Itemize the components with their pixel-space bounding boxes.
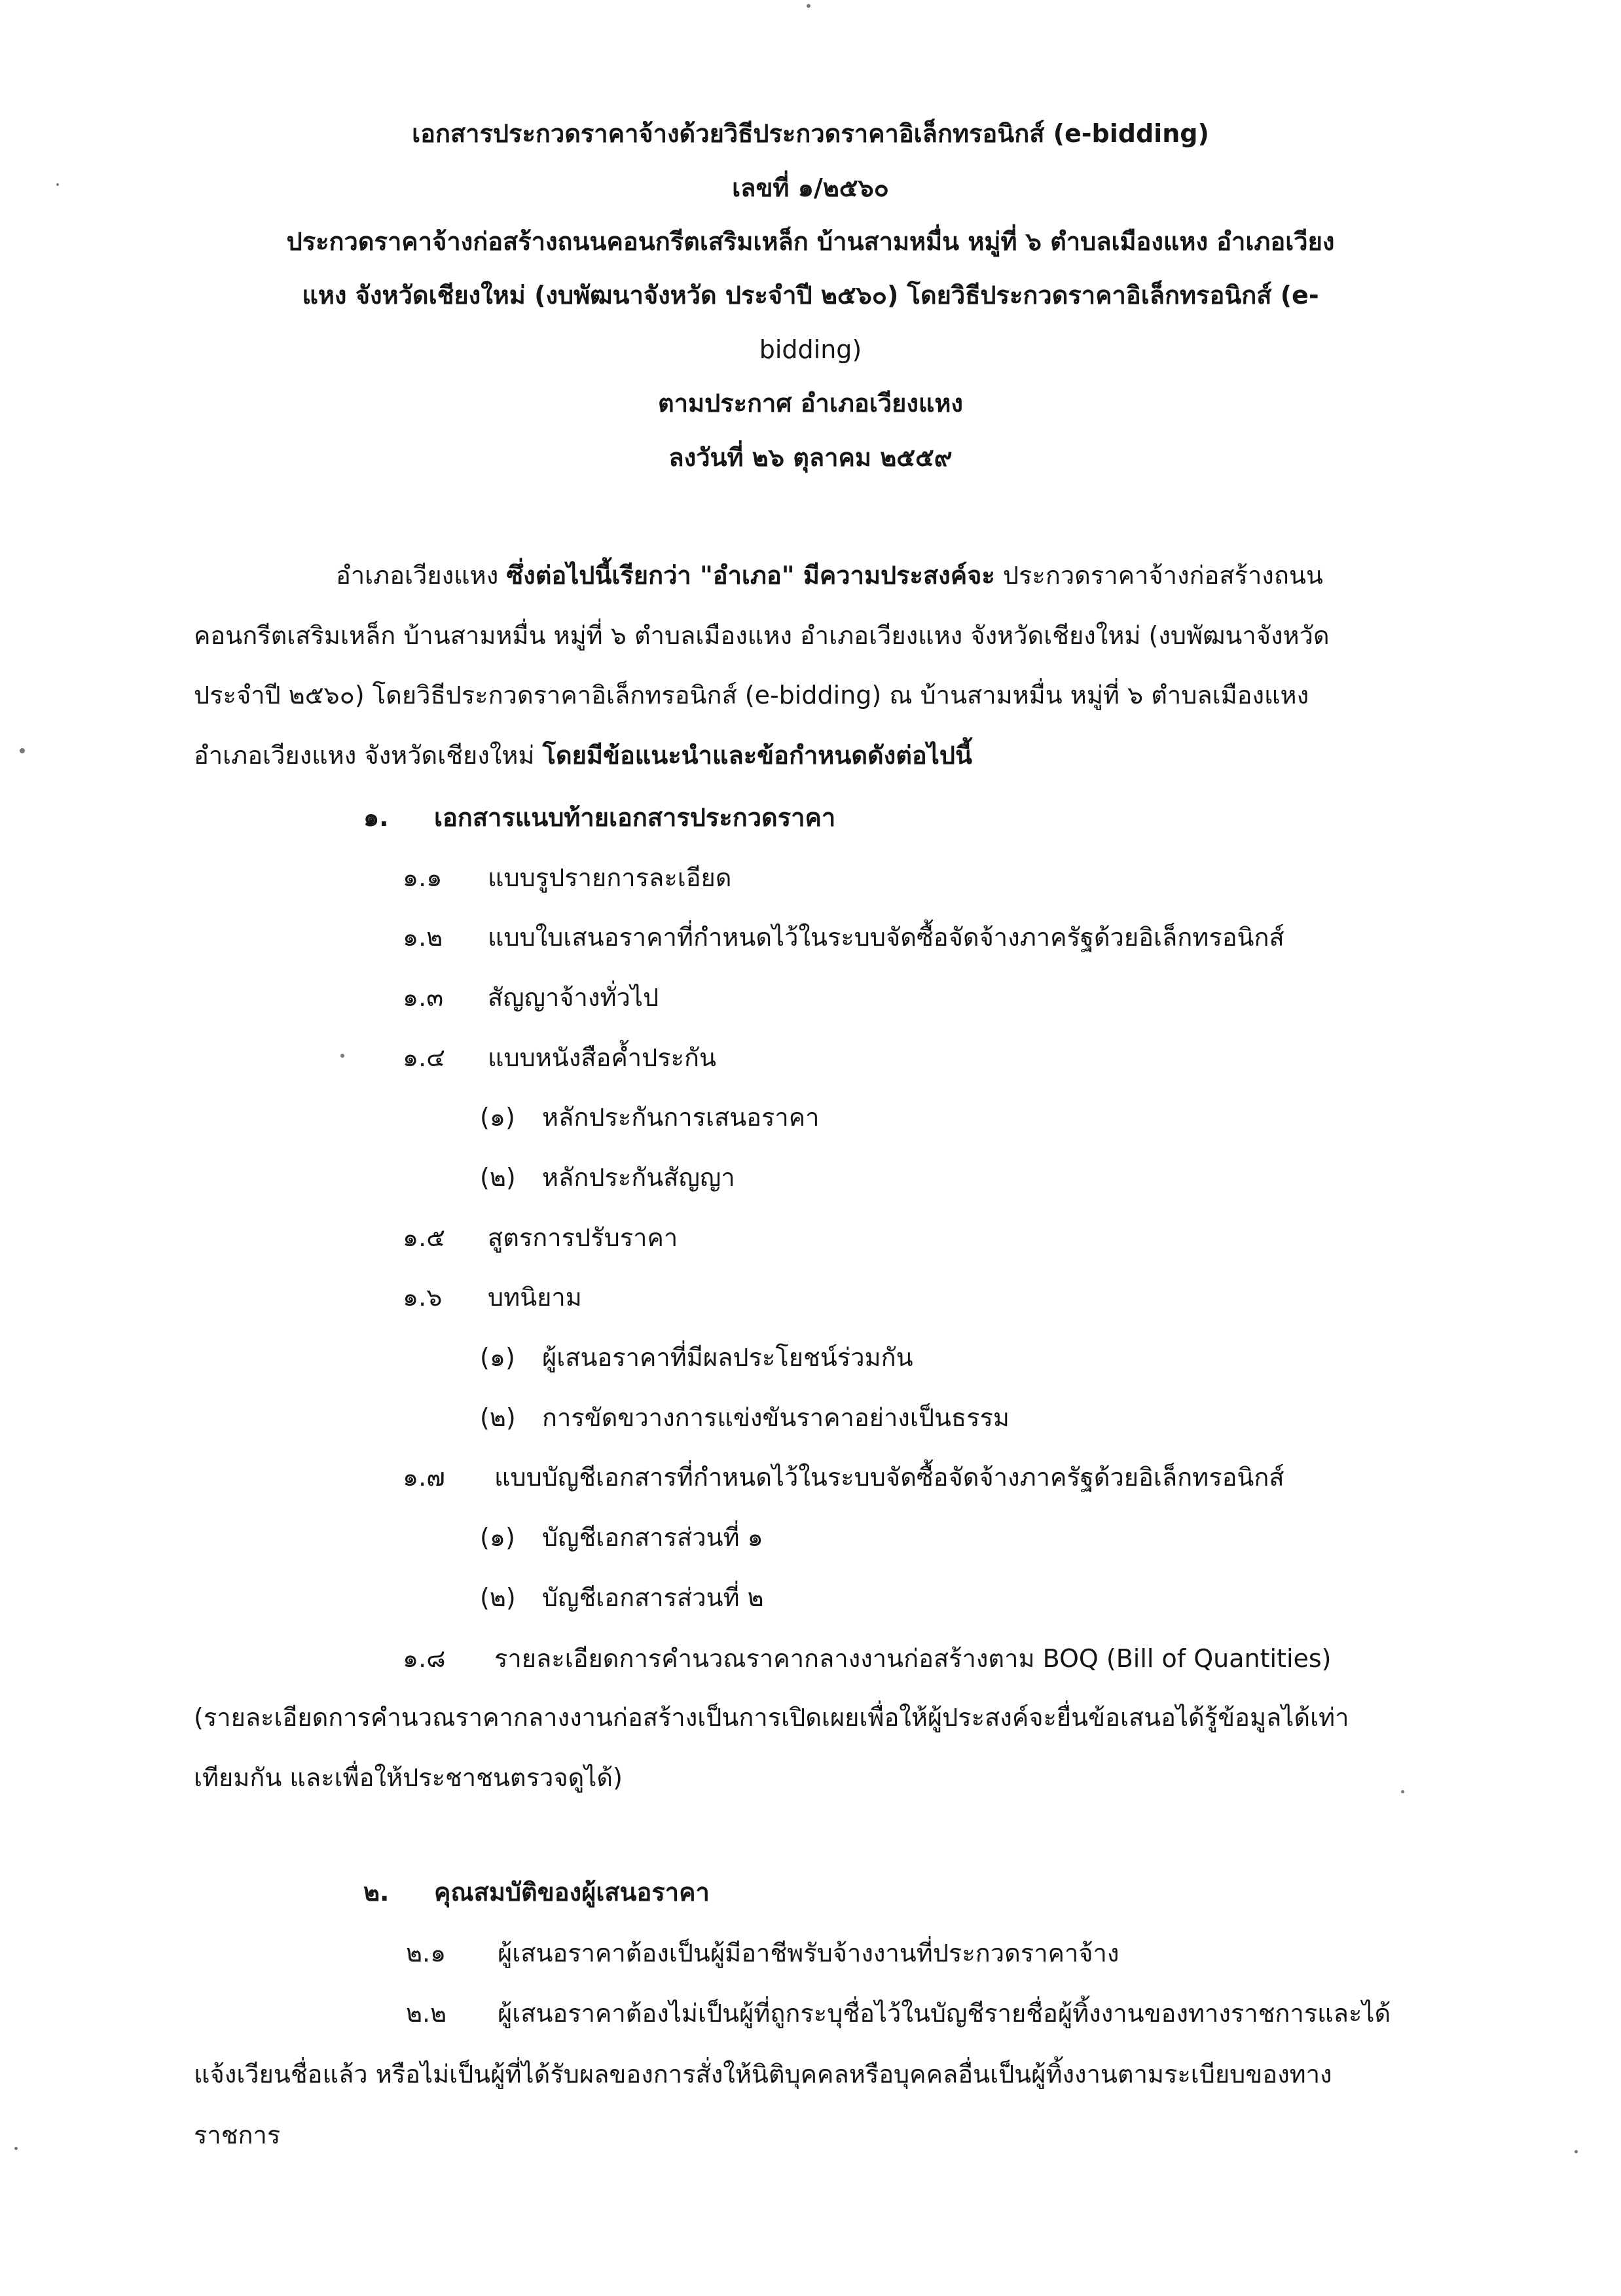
intro-line-3: ประจำปี ๒๕๖๐) โดยวิธีประกวดราคาอิเล็กทรอนิกส์ (e-bidding) ณ บ้านสามหมื่น หมู่ที่ ๖ ตำบลเมืองแหง xyxy=(194,681,1309,709)
scan-speck xyxy=(1575,2150,1578,2153)
item-text: รายละเอียดการคำนวณราคากลางงานก่อสร้างตาม BOQ (Bill of Quantities) xyxy=(494,1644,1332,1673)
intro-text: อำเภอเวียงแหง จังหวัดเชียงใหม่ xyxy=(194,741,543,770)
item-note-line-1: (รายละเอียดการคำนวณราคากลางงานก่อสร้างเป็นการเปิดเผยเพื่อให้ผู้ประสงค์จะยื่นข้อเสนอได้รู้ข้อมูลได้เท่า xyxy=(194,1703,1349,1732)
subitem-number: (๒) xyxy=(480,1403,516,1432)
project-title-line-2: แหง จังหวัดเชียงใหม่ (งบพัฒนาจังหวัด ประจำปี ๒๕๖๐) โดยวิธีประกวดราคาอิเล็กทรอนิกส์ (e- xyxy=(302,281,1319,310)
subitem-text: หลักประกันสัญญา xyxy=(542,1163,735,1192)
subitem-number: (๑) xyxy=(480,1523,515,1552)
intro-text: อำเภอเวียงแหง xyxy=(336,561,507,590)
item-number: ๑.๘ xyxy=(403,1644,446,1673)
subitem-text: บัญชีเอกสารส่วนที่ ๒ xyxy=(542,1583,764,1612)
section-2-title: คุณสมบัติของผู้เสนอราคา xyxy=(434,1878,710,1907)
subitem-number: (๒) xyxy=(480,1163,516,1192)
section-1-title: เอกสารแนบท้ายเอกสารประกวดราคา xyxy=(434,803,836,832)
item-text: แบบหนังสือค้ำประกัน xyxy=(488,1043,717,1072)
item-number: ๒.๑ xyxy=(406,1939,446,1967)
item-text-continued: แจ้งเวียนชื่อแล้ว หรือไม่เป็นผู้ที่ได้รับผลของการสั่งให้นิติบุคคลหรือบุคคลอื่นเป็นผู้ทิ้งงานตามระเบียบของทาง xyxy=(194,2060,1332,2089)
announcement-date: ลงวันที่ ๒๖ ตุลาคม ๒๕๕๙ xyxy=(668,443,953,472)
document-number: เลขที่ ๑/๒๕๖๐ xyxy=(732,173,889,202)
item-text: สัญญาจ้างทั่วไป xyxy=(488,983,659,1012)
intro-line-4 xyxy=(194,743,972,768)
project-title-line-3: bidding) xyxy=(759,335,862,364)
item-text-continued: ราชการ xyxy=(194,2121,281,2149)
item-number: ๑.๖ xyxy=(403,1283,443,1312)
item-text: แบบบัญชีเอกสารที่กำหนดไว้ในระบบจัดซื้อจัดจ้างภาครัฐด้วยอิเล็กทรอนิกส์ xyxy=(494,1463,1284,1492)
scan-speck xyxy=(1401,1790,1404,1793)
scan-speck xyxy=(20,748,25,753)
item-number: ๑.๓ xyxy=(403,983,444,1012)
item-text: แบบรูปรายการละเอียด xyxy=(488,863,732,892)
item-text: สูตรการปรับราคา xyxy=(488,1223,678,1252)
scan-speck xyxy=(807,4,810,8)
subitem-text: การขัดขวางการแข่งขันราคาอย่างเป็นธรรม xyxy=(542,1403,1010,1432)
item-text: ผู้เสนอราคาต้องไม่เป็นผู้ที่ถูกระบุชื่อไว้ในบัญชีรายชื่อผู้ทิ้งงานของทางราชการและได้ xyxy=(498,1999,1391,2028)
section-1-number: ๑. xyxy=(363,803,389,832)
scan-speck xyxy=(14,2147,18,2150)
intro-text: ประกวดราคาจ้างก่อสร้างถนน xyxy=(994,561,1323,590)
intro-line-1 xyxy=(336,563,1323,588)
item-text: แบบใบเสนอราคาที่กำหนดไว้ในระบบจัดซื้อจัดจ้างภาครัฐด้วยอิเล็กทรอนิกส์ xyxy=(488,923,1284,952)
subitem-text: หลักประกันการเสนอราคา xyxy=(542,1103,820,1132)
item-note-line-2: เทียมกัน และเพื่อให้ประชาชนตรวจดูได้) xyxy=(194,1763,623,1792)
item-text: บทนิยาม xyxy=(488,1283,582,1312)
subitem-number: (๒) xyxy=(480,1583,516,1612)
item-number: ๑.๕ xyxy=(403,1223,445,1252)
project-title-line-1: ประกวดราคาจ้างก่อสร้างถนนคอนกรีตเสริมเหล็ก บ้านสามหมื่น หมู่ที่ ๖ ตำบลเมืองแหง อำเภอเวียง xyxy=(286,227,1335,256)
item-text: ผู้เสนอราคาต้องเป็นผู้มีอาชีพรับจ้างงานที่ประกวดราคาจ้าง xyxy=(498,1939,1120,1967)
item-number: ๑.๗ xyxy=(403,1463,445,1492)
item-number: ๑.๔ xyxy=(403,1043,445,1072)
announcement-reference: ตามประกาศ อำเภอเวียงแหง xyxy=(658,389,963,418)
subitem-text: บัญชีเอกสารส่วนที่ ๑ xyxy=(542,1523,763,1552)
section-2-number: ๒. xyxy=(363,1878,390,1907)
item-number: ๒.๒ xyxy=(406,1999,447,2028)
intro-text-bold: ซึ่งต่อไปนี้เรียกว่า "อำเภอ" มีความประสงค์จะ xyxy=(506,561,995,590)
subitem-text: ผู้เสนอราคาที่มีผลประโยชน์ร่วมกัน xyxy=(542,1343,913,1372)
document-title: เอกสารประกวดราคาจ้างด้วยวิธีประกวดราคาอิเล็กทรอนิกส์ (e-bidding) xyxy=(412,119,1209,148)
subitem-number: (๑) xyxy=(480,1103,515,1132)
subitem-number: (๑) xyxy=(480,1343,515,1372)
item-number: ๑.๒ xyxy=(403,923,443,952)
scan-speck xyxy=(340,1054,344,1058)
item-number: ๑.๑ xyxy=(403,863,443,892)
intro-text-bold: โดยมีข้อแนะนำและข้อกำหนดดังต่อไปนี้ xyxy=(542,741,972,770)
intro-line-2: คอนกรีตเสริมเหล็ก บ้านสามหมื่น หมู่ที่ ๖ ตำบลเมืองแหง อำเภอเวียงแหง จังหวัดเชียงใหม่ (งบพัฒนาจังหวัด xyxy=(194,621,1330,650)
